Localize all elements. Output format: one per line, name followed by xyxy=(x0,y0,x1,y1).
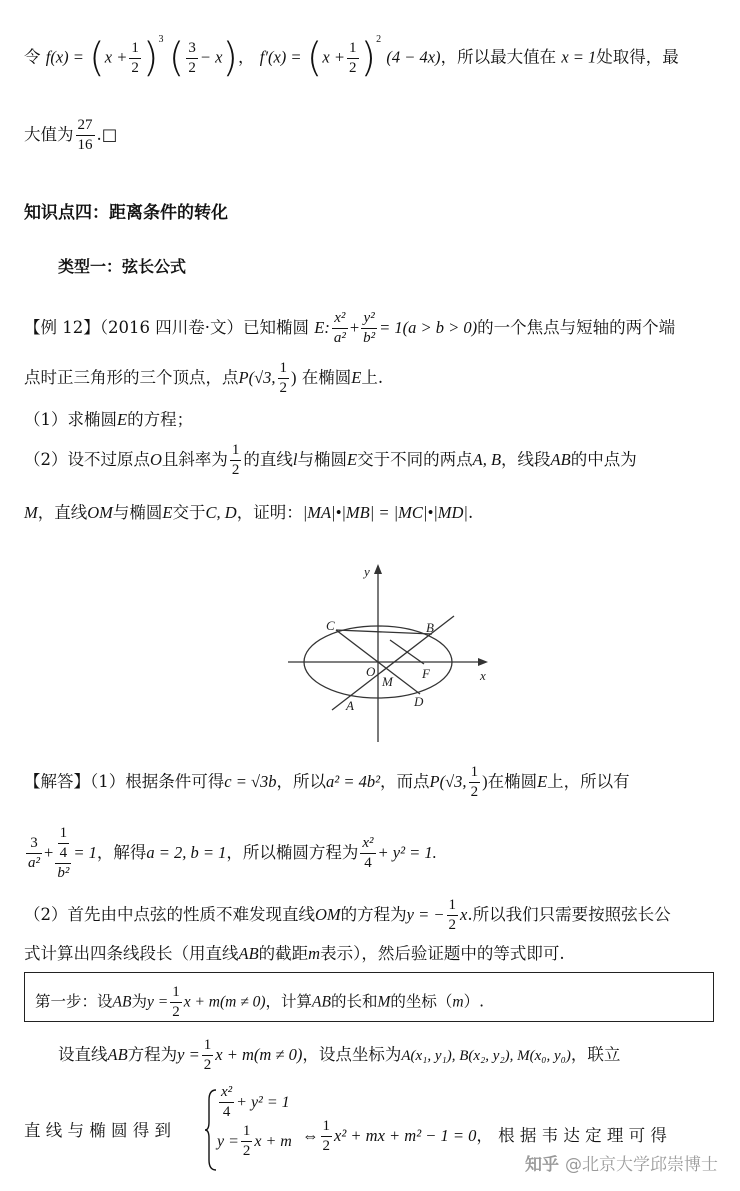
text: （1）根据条件可得 xyxy=(90,772,225,791)
num: y² xyxy=(361,311,377,329)
num: x² xyxy=(332,311,348,329)
plus: + xyxy=(44,843,54,862)
qed: .□ xyxy=(96,125,118,144)
text: 与椭圆 xyxy=(297,450,348,469)
exp: 3 xyxy=(158,34,164,45)
step1-line-2-tail xyxy=(302,1119,667,1154)
example-line-2 xyxy=(24,361,726,396)
text: （2016 四川卷·文）已知椭圆 xyxy=(99,318,309,337)
num: 1 xyxy=(202,1038,214,1056)
paren: ) xyxy=(482,772,488,791)
text: 大值为 xyxy=(24,125,74,144)
text: 上. xyxy=(361,368,384,387)
num: 1 xyxy=(241,1124,253,1142)
text: （1）求椭圆 xyxy=(24,410,117,429)
question-2-line-1 xyxy=(24,443,726,478)
den: 2 xyxy=(172,1004,180,1020)
text: 式计算出四条线段长（用直线 xyxy=(24,944,239,963)
f-factor: x + xyxy=(104,47,128,67)
e-letter: E xyxy=(162,503,173,522)
num: x² xyxy=(219,1085,234,1103)
frac xyxy=(469,765,481,800)
frac-half xyxy=(347,41,359,76)
ab-val: a = 2, b = 1 xyxy=(146,843,227,862)
ab: AB xyxy=(112,993,132,1011)
ellipse-name: E: xyxy=(314,318,330,337)
den: 2 xyxy=(231,462,240,478)
solution-line-3 xyxy=(24,898,726,933)
plus: + xyxy=(349,318,360,337)
frac xyxy=(202,1038,214,1073)
num: 27 xyxy=(76,118,95,136)
den: 4 xyxy=(59,845,68,861)
frac xyxy=(230,443,242,478)
text: ，直线 xyxy=(37,503,88,522)
ab: AB xyxy=(238,944,259,963)
x: x xyxy=(460,905,468,924)
subsection-title: 类型一：弦长公式 xyxy=(58,257,187,276)
step1-line-1 xyxy=(58,1038,726,1073)
line-l: l xyxy=(292,450,298,469)
section-title: 知识点四：距离条件的转化 xyxy=(24,203,228,223)
m: M xyxy=(377,993,391,1011)
question-1 xyxy=(24,410,726,430)
text: ，所以椭圆方程为 xyxy=(226,843,359,862)
den: 2 xyxy=(131,59,139,76)
den: b² xyxy=(57,865,70,881)
ell-rest: + y² = 1. xyxy=(377,843,437,862)
text: 的坐标（ xyxy=(390,992,453,1011)
num: 1 xyxy=(170,985,182,1003)
frac-inner xyxy=(58,826,70,861)
num: 1 xyxy=(230,443,242,461)
text: ，计算 xyxy=(265,992,313,1011)
author-name: @北京大学邱崇博士 xyxy=(565,1155,718,1175)
den: 2 xyxy=(470,784,479,800)
text: 令 xyxy=(24,47,46,67)
f-factor: x + xyxy=(322,47,345,67)
text: 的长和 xyxy=(330,992,378,1011)
origin: O xyxy=(150,450,162,469)
text: 的一个焦点与短轴的两个端 xyxy=(477,318,676,337)
paren: ) xyxy=(360,35,377,81)
den: 2 xyxy=(203,1057,212,1073)
formula-line-1 xyxy=(24,34,726,81)
example-line-1 xyxy=(24,311,726,346)
den: 2 xyxy=(242,1143,251,1159)
frac xyxy=(219,1085,234,1120)
text: ， 根 据 韦 达 定 理 可 得 xyxy=(476,1126,667,1145)
text: ，证明： xyxy=(236,503,303,522)
den: 16 xyxy=(77,137,93,153)
text: ，所以最大值在 xyxy=(440,47,557,67)
left-brace xyxy=(204,1088,218,1172)
text: ，所以 xyxy=(276,772,327,791)
solution-line-4 xyxy=(24,944,726,964)
pts: A(x₁, y₁), B(x₂, y₂), M(x₀, y₀) xyxy=(401,1048,571,1064)
frac xyxy=(26,836,42,871)
text: ，设点坐标为 xyxy=(302,1045,402,1064)
implies: ⇔ xyxy=(302,1126,319,1145)
frac xyxy=(278,361,290,396)
solution-line-1 xyxy=(24,765,726,800)
den: a² xyxy=(333,330,346,346)
text: ，解得 xyxy=(96,843,147,862)
label-f: F xyxy=(422,666,430,681)
frac xyxy=(241,1124,253,1159)
y-arrow xyxy=(374,564,382,574)
text: 在椭圆 xyxy=(487,772,538,791)
rest: x + m xyxy=(254,1133,292,1150)
label-d: D xyxy=(414,694,424,709)
om: OM xyxy=(87,503,113,522)
identity: |MA|•|MB| = |MC|•|MD| xyxy=(302,503,468,522)
text: 处取得，最 xyxy=(596,47,679,67)
text: ，联立 xyxy=(570,1045,621,1064)
ab: AB xyxy=(107,1045,128,1064)
den: b² xyxy=(363,330,376,346)
num xyxy=(55,826,71,864)
system-eq-1 xyxy=(217,1085,292,1120)
paren: ) xyxy=(291,368,297,387)
text: 方程为 xyxy=(127,1045,178,1064)
num: 3 xyxy=(26,836,42,854)
den: 2 xyxy=(322,1138,330,1154)
system-eq-2 xyxy=(217,1124,292,1159)
quad: x² + mx + m² − 1 = 0 xyxy=(334,1126,477,1145)
text: （2）首先由中点弦的性质不难发现直线 xyxy=(24,905,315,924)
solution-label: 【解答】 xyxy=(24,772,90,791)
text: ）. xyxy=(463,992,485,1011)
factor-b: (4 − 4x) xyxy=(386,47,441,67)
den: 2 xyxy=(349,59,357,76)
pts: A, B xyxy=(472,450,502,469)
den: 4 xyxy=(364,855,372,871)
num: 1 xyxy=(58,826,70,844)
e-letter: E xyxy=(537,772,548,791)
minus-x: − x xyxy=(199,47,223,67)
y: y = xyxy=(177,1045,200,1064)
rest: + y² = 1 xyxy=(236,1094,290,1111)
text: .所以我们只需要按照弦长公 xyxy=(467,905,671,924)
frac-27-16 xyxy=(76,118,95,153)
rhs: = 1(a > b > 0) xyxy=(379,318,478,337)
e-letter: E xyxy=(351,368,362,387)
a-eq: a² = 4b² xyxy=(326,772,381,791)
om: OM xyxy=(315,905,341,924)
label-a: A xyxy=(346,698,354,713)
num: 1 xyxy=(469,765,481,783)
c-eq: c = √3b xyxy=(224,772,277,791)
cd: C, D xyxy=(205,503,237,522)
expr: x + m(m ≠ 0) xyxy=(183,993,266,1011)
num: 3 xyxy=(186,41,198,59)
den: 4 xyxy=(222,1104,231,1120)
y: y = xyxy=(217,1133,239,1150)
den: 2 xyxy=(279,380,288,396)
label-y: y xyxy=(364,564,370,579)
step-box-text xyxy=(35,985,484,1020)
y: y = xyxy=(146,993,169,1011)
expr: x + m(m ≠ 0) xyxy=(215,1045,303,1064)
equation-system xyxy=(217,1085,292,1159)
paren: ) xyxy=(222,35,239,81)
watermark xyxy=(525,1150,718,1175)
m: M xyxy=(24,503,38,522)
label-b: B xyxy=(426,620,434,635)
label-m: M xyxy=(382,674,393,689)
text: ，线段 xyxy=(501,450,551,469)
den: a² xyxy=(28,855,40,871)
site-name: 知乎 xyxy=(525,1155,559,1175)
frac xyxy=(321,1119,333,1154)
paren: ( xyxy=(168,35,185,81)
e-letter: E xyxy=(347,450,358,469)
text: 交于不同的两点 xyxy=(357,450,473,469)
f-def: f(x) = xyxy=(45,47,84,67)
label-c: C xyxy=(326,618,335,633)
den: 2 xyxy=(188,59,196,76)
paren: ( xyxy=(306,35,323,81)
text: 的截距 xyxy=(258,944,309,963)
example-label: 【例 12】 xyxy=(24,318,100,337)
formula-line-2 xyxy=(24,118,726,153)
text: （2）设不过原点 xyxy=(24,450,150,469)
text: 表示），然后验证题中的等式即可. xyxy=(320,944,565,963)
solution-line-2 xyxy=(24,826,726,881)
question-2-line-2 xyxy=(24,503,726,523)
num: 1 xyxy=(447,898,459,916)
num: 1 xyxy=(347,41,359,59)
text: 的中点为 xyxy=(570,450,637,469)
seg: AB xyxy=(550,450,571,469)
text: 的方程； xyxy=(127,410,194,429)
den: 2 xyxy=(448,917,457,933)
text: 交于 xyxy=(172,503,206,522)
num: x² xyxy=(360,836,375,854)
step1-line-2-lead xyxy=(24,1121,171,1141)
text: 第一步：设 xyxy=(35,992,113,1011)
text: 的方程为 xyxy=(340,905,407,924)
text: ，而点 xyxy=(380,772,430,791)
fprime-def: f′(x) = xyxy=(259,47,302,67)
eq: = 1 xyxy=(73,843,97,862)
text: . xyxy=(467,503,474,522)
label-x: x xyxy=(480,668,486,683)
sep: ， xyxy=(238,47,255,67)
paren: ( xyxy=(89,35,105,81)
frac xyxy=(170,985,182,1020)
num: 1 xyxy=(278,361,290,379)
paren: ) xyxy=(142,35,159,81)
m: m xyxy=(452,993,464,1011)
text: 点时正三角形的三个顶点，点 xyxy=(24,368,239,387)
text: 上，所以有 xyxy=(547,772,630,791)
frac xyxy=(332,311,348,346)
num: 1 xyxy=(321,1119,333,1137)
frac-nested xyxy=(55,826,71,881)
y: y = − xyxy=(406,905,445,924)
frac-three-half xyxy=(186,41,198,76)
text: 的直线 xyxy=(243,450,293,469)
text: 为 xyxy=(131,992,147,1011)
point-p: P(√3, xyxy=(429,772,467,791)
frac xyxy=(447,898,459,933)
x-arrow xyxy=(478,658,488,666)
frac xyxy=(360,836,375,871)
ab: AB xyxy=(312,993,331,1011)
text: 在椭圆 xyxy=(301,368,352,387)
text: 与椭圆 xyxy=(112,503,163,522)
text: 设直线 xyxy=(58,1045,108,1064)
x-eq-1: x = 1 xyxy=(561,47,597,67)
step-box xyxy=(24,972,714,1022)
frac-half xyxy=(129,41,141,76)
num: 1 xyxy=(129,41,141,59)
text: 直 线 与 椭 圆 得 到 xyxy=(24,1121,171,1140)
exp: 2 xyxy=(376,34,382,45)
text: 且斜率为 xyxy=(161,450,228,469)
m: m xyxy=(308,944,321,963)
point-p: P(√3, xyxy=(238,368,276,387)
label-o: O xyxy=(366,664,376,679)
frac xyxy=(361,311,377,346)
e-letter: E xyxy=(117,410,128,429)
ellipse-diagram xyxy=(284,560,494,744)
